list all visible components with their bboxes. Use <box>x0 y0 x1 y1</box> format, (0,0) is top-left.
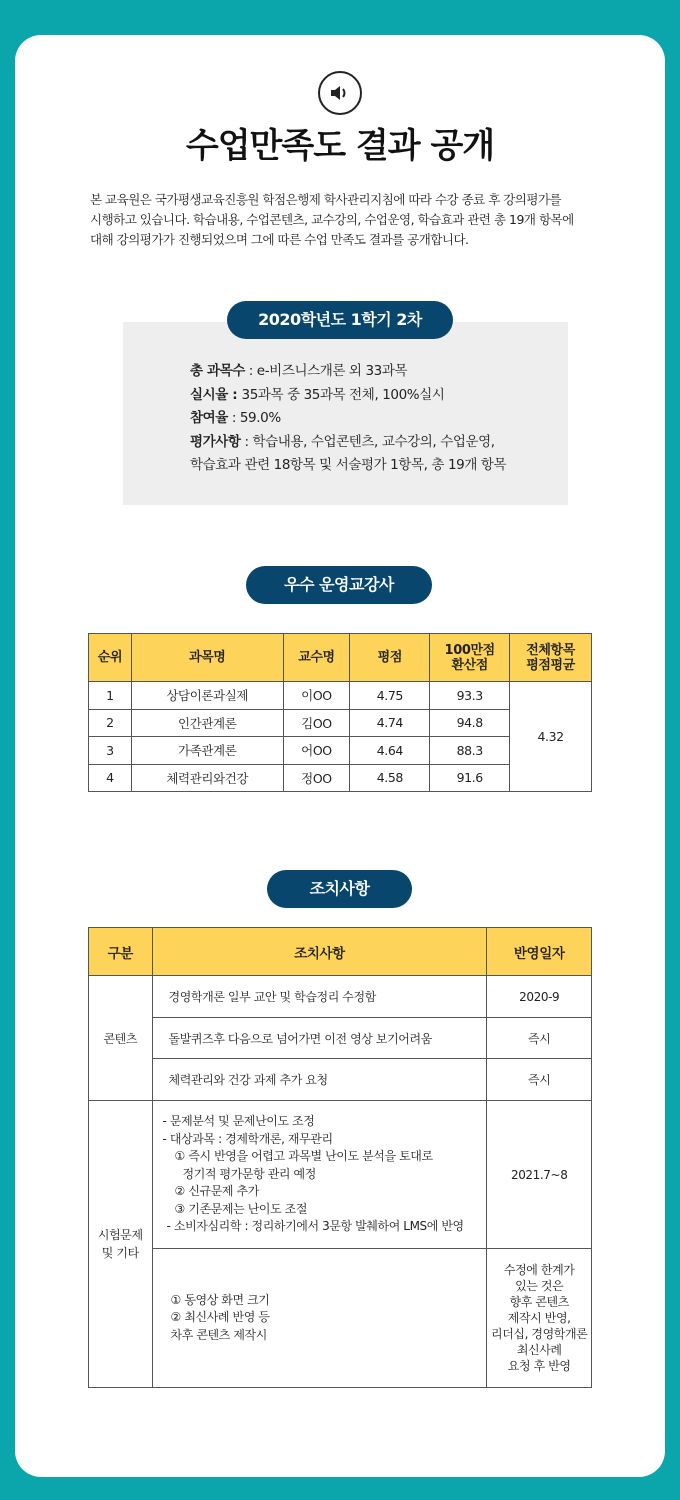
exam-action-cell: - 문제분석 및 문제난이도 조정 - 대상과목 : 경제학개론, 재무관리 ① 즉시 반영을 어렵고 과목별 난이도 분석을 토대로 정기적 평가문항 관리 예정 ② 신규문제 추가 ③ 기존문제는 난이도 조절 - 소비자심리학 : 정리하기에서 3문항 발췌하여 LMS에 반영 <box>152 1101 487 1249</box>
rank-cell: 4 <box>89 764 132 792</box>
table-header-row <box>89 634 592 682</box>
col-converted: 100만점 환산점 <box>430 634 510 682</box>
category-exam: 시험문제 및 기타 <box>89 1101 153 1388</box>
rank-cell: 3 <box>89 737 132 765</box>
col-course: 과목명 <box>131 634 283 682</box>
col-prof: 교수명 <box>283 634 350 682</box>
table-row <box>89 682 592 710</box>
intro-line: 본 교육원은 국가평생교육진흥원 학점은행제 학사관리지침에 따라 수강 종료 후 강의평가를 <box>90 192 562 207</box>
converted-cell: 88.3 <box>430 737 510 765</box>
eval-label: 평가사항 <box>190 433 241 450</box>
prof-cell: 이OO <box>283 682 350 710</box>
table-row <box>89 1249 592 1388</box>
prof-cell: 김OO <box>283 709 350 737</box>
semester-info <box>190 360 506 478</box>
part-label: 참여율 <box>190 410 228 426</box>
actions-table <box>88 927 592 1388</box>
table-row <box>89 976 592 1018</box>
excellent-table <box>88 633 592 792</box>
score-cell: 4.64 <box>350 737 430 765</box>
score-cell: 4.58 <box>350 764 430 792</box>
total-value: : e-비즈니스개론 외 33과목 <box>244 363 408 379</box>
exec-label: 실시율 : <box>190 386 242 403</box>
excellent-badge: 우수 운영교강사 <box>246 566 432 604</box>
col-score: 평점 <box>350 634 430 682</box>
table-row <box>89 1018 592 1059</box>
rank-cell: 2 <box>89 709 132 737</box>
table-row <box>89 1059 592 1101</box>
eval-value: : 학습내용, 수업콘텐츠, 교수강의, 수업운영, <box>240 433 495 450</box>
average-cell: 4.32 <box>510 682 592 792</box>
col-action: 조치사항 <box>152 928 487 976</box>
total-label: 총 과목수 <box>190 363 245 379</box>
actions-badge: 조치사항 <box>267 870 412 908</box>
intro-line: 대해 강의평가가 진행되었으며 그에 따른 수업 만족도 결과를 공개합니다. <box>90 232 469 247</box>
action-cell: 돌발퀴즈후 다음으로 넘어가면 이전 영상 보기어려움 <box>152 1018 487 1059</box>
date-cell: 즉시 <box>487 1018 592 1059</box>
converted-cell: 93.3 <box>430 682 510 710</box>
table-header-row <box>89 928 592 976</box>
rank-cell: 1 <box>89 682 132 710</box>
action-cell: 체력관리와 건강 과제 추가 요청 <box>152 1059 487 1101</box>
speaker-icon[interactable] <box>318 71 362 115</box>
col-category: 구분 <box>89 928 153 976</box>
intro-text <box>90 190 610 250</box>
etc-note-cell: 수정에 한계가 있는 것은 향후 콘텐츠 제작시 반영, 리더십, 경영학개론 최신사례 요청 후 반영 <box>487 1249 592 1388</box>
part-value: : 59.0% <box>227 410 281 426</box>
date-cell: 2020-9 <box>487 976 592 1018</box>
course-cell: 가족관계론 <box>131 737 283 765</box>
date-cell: 2021.7~8 <box>487 1101 592 1249</box>
col-date: 반영일자 <box>487 928 592 976</box>
converted-cell: 94.8 <box>430 709 510 737</box>
col-average: 전체항목 평점평균 <box>510 634 592 682</box>
eval-value-2: 학습효과 관련 18항목 및 서술평가 1항목, 총 19개 항목 <box>190 457 507 473</box>
exec-value: 35과목 중 35과목 전체, 100%실시 <box>241 386 445 403</box>
score-cell: 4.75 <box>350 682 430 710</box>
prof-cell: 정OO <box>283 764 350 792</box>
prof-cell: 어OO <box>283 737 350 765</box>
category-content: 콘텐츠 <box>89 976 153 1101</box>
etc-action-cell: ① 동영상 화면 크기 ② 최신사례 반영 등 차후 콘텐츠 제작시 <box>152 1249 487 1388</box>
table-row <box>89 1101 592 1249</box>
intro-line: 시행하고 있습니다. 학습내용, 수업콘텐츠, 교수강의, 수업운영, 학습효과 관련 총 19개 항목에 <box>90 212 574 227</box>
page-title: 수업만족도 결과 공개 <box>185 126 495 166</box>
course-cell: 상담이론과실제 <box>131 682 283 710</box>
converted-cell: 91.6 <box>430 764 510 792</box>
score-cell: 4.74 <box>350 709 430 737</box>
course-cell: 체력관리와건강 <box>131 764 283 792</box>
action-cell: 경영학개론 일부 교안 및 학습정리 수정함 <box>152 976 487 1018</box>
semester-badge: 2020학년도 1학기 2차 <box>227 301 453 339</box>
date-cell: 즉시 <box>487 1059 592 1101</box>
col-rank: 순위 <box>89 634 132 682</box>
course-cell: 인간관계론 <box>131 709 283 737</box>
